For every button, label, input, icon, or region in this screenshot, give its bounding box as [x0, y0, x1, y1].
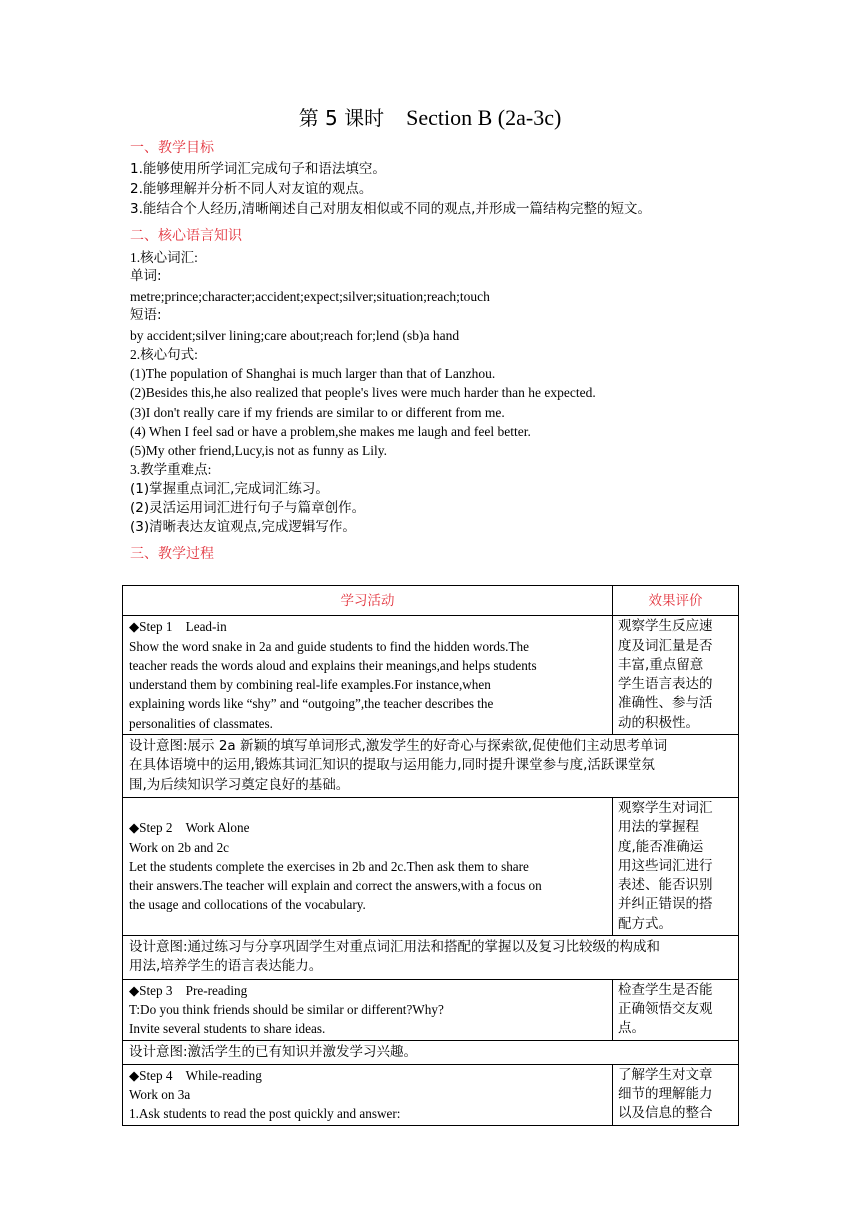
eval-line: 度,能否准确运 — [618, 838, 704, 855]
table-row-design3 — [123, 1040, 739, 1064]
table-row-step4 — [123, 1064, 739, 1125]
eval-line: 表述、能否识别 — [618, 877, 713, 894]
objective-item: 2.能够理解并分析不同人对友谊的观点。 — [130, 181, 373, 197]
design-line: 在具体语境中的运用,锻炼其词汇知识的提取与运用能力,同时提升课堂参与度,活跃课堂氛 — [129, 757, 655, 774]
eval-line: 丰富,重点留意 — [618, 656, 704, 673]
step2-activity — [123, 797, 613, 935]
step-line: their answers.The teacher will explain and correct the answers,with a focus on — [129, 878, 542, 894]
design-line: 设计意图:激活学生的已有知识并激发学习兴趣。 — [129, 1043, 418, 1060]
eval-line: 点。 — [618, 1020, 645, 1037]
phrases-label: 短语: — [130, 307, 162, 323]
header-activities: 学习活动 — [123, 586, 613, 616]
focus-item: (2)灵活运用词汇进行句子与篇章创作。 — [130, 500, 366, 516]
step-line: personalities of classmates. — [129, 715, 273, 731]
focus-title: 3.教学重难点: — [130, 462, 212, 477]
step-line: teacher reads the words aloud and explains their meanings,and helps students — [129, 657, 537, 673]
step-line: the usage and collocations of the vocabulary. — [129, 897, 366, 913]
step-title: ◆Step 2 Work Alone — [129, 820, 250, 836]
step-line: explaining words like “shy” and “outgoing”,the teacher describes the — [129, 696, 494, 712]
eval-line: 度及词汇量是否 — [618, 637, 713, 654]
design-line: 设计意图:展示 2a 新颖的填写单词形式,激发学生的好奇心与探索欲,促使他们主动思考单词 — [129, 738, 668, 755]
design-line: 设计意图:通过练习与分享巩固学生对重点词汇用法和搭配的掌握以及复习比较级的构成和 — [129, 939, 661, 956]
eval-line: 用这些词汇进行 — [618, 857, 713, 874]
focus-item: (1)掌握重点词汇,完成词汇练习。 — [130, 481, 329, 497]
step2-evaluation — [613, 797, 739, 935]
title-lesson: 第 5 课时 — [298, 106, 385, 130]
vocab-title: 1.核心词汇: — [130, 250, 198, 265]
table-row-step1 — [123, 616, 739, 735]
design-line: 围,为后续知识学习奠定良好的基础。 — [129, 776, 350, 793]
table-row-step3 — [123, 979, 739, 1040]
step-line: Invite several students to share ideas. — [129, 1021, 326, 1037]
focus-item: (3)清晰表达友谊观点,完成逻辑写作。 — [130, 519, 356, 535]
eval-line: 观察学生对词汇 — [618, 799, 713, 816]
eval-line: 学生语言表达的 — [618, 676, 713, 693]
sentence-item: (1)The population of Shanghai is much larger than that of Lanzhou. — [130, 366, 496, 381]
eval-line: 了解学生对文章 — [618, 1066, 713, 1083]
table-row-step2 — [123, 797, 739, 935]
step4-evaluation — [613, 1064, 739, 1125]
phrases-list: by accident;silver lining;care about;reach for;lend (sb)a hand — [130, 328, 460, 343]
section-heading-objectives: 一、教学目标 — [130, 140, 214, 156]
eval-line: 正确领悟交友观 — [618, 1000, 713, 1017]
page-title — [0, 104, 860, 132]
design-line: 用法,培养学生的语言表达能力。 — [129, 958, 323, 975]
eval-line: 并纠正错误的搭 — [618, 896, 713, 913]
step-line: Work on 3a — [129, 1087, 191, 1103]
teaching-process-table — [122, 585, 739, 1126]
eval-line: 配方式。 — [618, 915, 672, 932]
step1-evaluation — [613, 616, 739, 735]
step1-activity — [123, 616, 613, 735]
eval-line: 检查学生是否能 — [618, 981, 713, 998]
sentence-item: (3)I don't really care if my friends are similar to or different from me. — [130, 405, 505, 420]
sentence-item: (4) When I feel sad or have a problem,she makes me laugh and feel better. — [130, 424, 531, 439]
eval-line: 观察学生反应速 — [618, 618, 713, 635]
objective-item: 3.能结合个人经历,清晰阐述自己对朋友相似或不同的观点,并形成一篇结构完整的短文。 — [130, 201, 651, 217]
sentence-item: (2)Besides this,he also realized that people's lives were much harder than he expected. — [130, 385, 596, 400]
step-line: Work on 2b and 2c — [129, 839, 230, 855]
step-line: Let the students complete the exercises in 2b and 2c.Then ask them to share — [129, 858, 529, 874]
step1-design-intent — [123, 735, 739, 798]
sentences-title: 2.核心句式: — [130, 347, 198, 362]
step-line: 1.Ask students to read the post quickly and answer: — [129, 1106, 401, 1122]
eval-line: 以及信息的整合 — [618, 1105, 713, 1122]
header-evaluation: 效果评价 — [613, 586, 739, 616]
step-title: ◆Step 4 While-reading — [129, 1067, 262, 1083]
step-title: ◆Step 1 Lead-in — [129, 619, 227, 635]
sentence-item: (5)My other friend,Lucy,is not as funny as Lily. — [130, 443, 387, 458]
eval-line: 用法的掌握程 — [618, 819, 699, 836]
step-line: understand them by combining real-life examples.For instance,when — [129, 677, 491, 693]
step3-activity — [123, 979, 613, 1040]
step4-activity — [123, 1064, 613, 1125]
eval-line: 细节的理解能力 — [618, 1086, 713, 1103]
table-header-row — [123, 586, 739, 616]
eval-line: 动的积极性。 — [618, 714, 699, 731]
section-heading-language: 二、核心语言知识 — [130, 228, 242, 244]
step3-design-intent — [123, 1040, 739, 1064]
step3-evaluation — [613, 979, 739, 1040]
step-line: T:Do you think friends should be similar or different?Why? — [129, 1001, 444, 1017]
step-title: ◆Step 3 Pre-reading — [129, 982, 248, 998]
words-label: 单词: — [130, 268, 162, 284]
section-heading-process: 三、教学过程 — [130, 546, 214, 562]
objective-item: 1.能够使用所学词汇完成句子和语法填空。 — [130, 161, 386, 177]
words-list: metre;prince;character;accident;expect;silver;situation;reach;touch — [130, 289, 490, 304]
step2-design-intent — [123, 936, 739, 980]
step-line: Show the word snake in 2a and guide students to find the hidden words.The — [129, 638, 529, 654]
eval-line: 准确性、参与活 — [618, 695, 713, 712]
table-row-design1 — [123, 735, 739, 798]
title-section: Section B (2a-3c) — [406, 105, 562, 130]
table-row-design2 — [123, 936, 739, 980]
